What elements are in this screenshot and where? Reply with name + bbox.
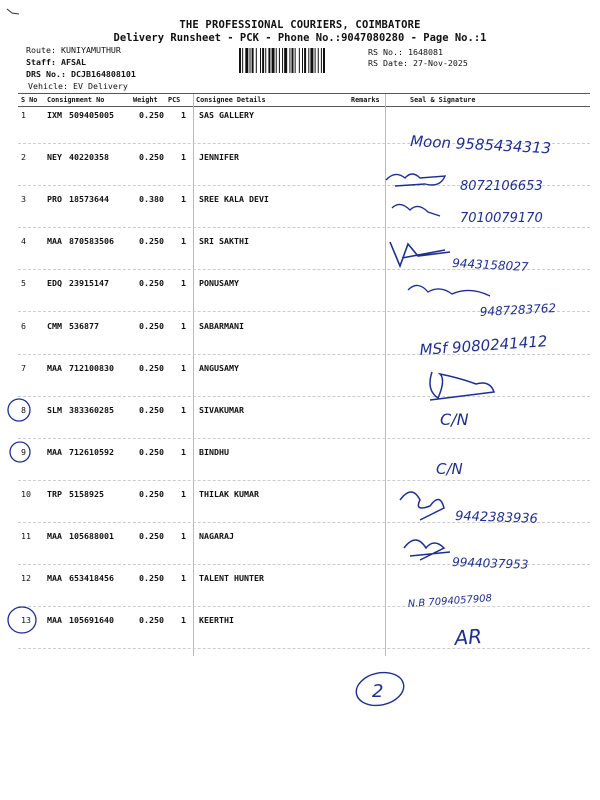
row-pcs: 1 bbox=[181, 362, 186, 373]
row-pcs: 1 bbox=[181, 404, 186, 415]
vehicle-line: Vehicle: EV Delivery bbox=[28, 81, 128, 91]
col-sno: S No bbox=[21, 96, 38, 104]
barcode-bar bbox=[315, 48, 316, 73]
row-sno: 10 bbox=[21, 488, 31, 499]
row-consignee: TALENT HUNTER bbox=[199, 573, 264, 584]
row-separator bbox=[18, 480, 590, 481]
company-title: THE PROFESSIONAL COURIERS, COIMBATORE bbox=[179, 19, 421, 31]
row-prefix: MAA bbox=[47, 573, 62, 584]
row-separator bbox=[18, 143, 590, 144]
row-consignee: ANGUSAMY bbox=[199, 362, 239, 373]
barcode-bar bbox=[242, 48, 243, 73]
table-row bbox=[0, 321, 600, 363]
handwriting-row-10-phone: 9442383936 bbox=[454, 509, 539, 527]
row-separator bbox=[18, 354, 590, 355]
row-separator bbox=[18, 185, 590, 186]
barcode-bar bbox=[256, 48, 257, 73]
table-top-line bbox=[18, 93, 590, 94]
staff-line: Staff: AFSAL bbox=[26, 57, 86, 67]
rs-info: RS No.: 1648081 RS Date: 27-Nov-2025 bbox=[368, 47, 468, 68]
barcode-bar bbox=[250, 48, 251, 73]
row-weight: 0.250 bbox=[139, 531, 164, 541]
row-sno: 13 bbox=[21, 615, 31, 626]
table-row bbox=[0, 363, 600, 405]
barcode-bar bbox=[252, 48, 254, 73]
barcode-bar bbox=[265, 48, 266, 73]
row-pcs: 1 bbox=[181, 278, 186, 289]
rs-number: 1648081 bbox=[407, 47, 443, 57]
row-sno: 2 bbox=[21, 152, 26, 163]
handwriting-row-13: AR bbox=[453, 624, 483, 650]
barcode-bar bbox=[310, 48, 313, 73]
table-row bbox=[0, 110, 600, 152]
barcode-bar bbox=[295, 48, 296, 73]
col-remarks: Remarks bbox=[351, 96, 380, 104]
row-consignee: JENNIFER bbox=[199, 152, 239, 163]
row-prefix: MAA bbox=[47, 236, 62, 247]
row-weight: 0.250 bbox=[139, 152, 164, 163]
row-pcs: 1 bbox=[181, 110, 186, 120]
row-pcs: 1 bbox=[181, 236, 186, 247]
row-pcs: 1 bbox=[181, 194, 186, 205]
row-consignment-no: 509405005 bbox=[69, 110, 114, 120]
row-consignee: THILAK KUMAR bbox=[199, 488, 259, 499]
barcode-bar bbox=[279, 48, 280, 73]
row-separator bbox=[18, 564, 590, 565]
row-consignee: SRI SAKTHI bbox=[199, 236, 249, 247]
row-prefix: SLM bbox=[47, 404, 62, 415]
row-pcs: 1 bbox=[181, 320, 186, 331]
row-weight: 0.250 bbox=[139, 110, 164, 120]
table-row bbox=[0, 447, 600, 489]
row-consignee: SABARMANI bbox=[199, 320, 244, 331]
row-sno: 6 bbox=[21, 320, 26, 331]
table-header-line bbox=[18, 106, 590, 107]
barcode-bar bbox=[276, 48, 277, 73]
row-consignee: PONUSAMY bbox=[199, 278, 239, 289]
table-row bbox=[0, 194, 600, 236]
row-sno: 12 bbox=[21, 573, 31, 584]
row-weight: 0.380 bbox=[139, 194, 164, 205]
table-row bbox=[0, 236, 600, 278]
handwriting-row-8: C/N bbox=[440, 410, 469, 429]
row-consignee: SREE KALA DEVI bbox=[199, 194, 269, 205]
col-pcs: PCS bbox=[168, 96, 181, 104]
barcode-bar bbox=[302, 48, 303, 73]
row-weight: 0.250 bbox=[139, 236, 164, 247]
row-prefix: PRO bbox=[47, 194, 62, 205]
row-consignee: NAGARAJ bbox=[199, 531, 234, 541]
row-consignment-no: 18573644 bbox=[69, 194, 109, 205]
table-row bbox=[0, 489, 600, 531]
row-consignee: BINDHU bbox=[199, 446, 229, 457]
barcode bbox=[239, 48, 365, 73]
row-consignment-no: 105691640 bbox=[69, 615, 114, 626]
row-prefix: TRP bbox=[47, 488, 62, 499]
handwriting-row-4-phone: 9443158027 bbox=[451, 256, 529, 274]
row-weight: 0.250 bbox=[139, 320, 164, 331]
row-consignee: SIVAKUMAR bbox=[199, 404, 244, 415]
col-consignee: Consignee Details bbox=[196, 96, 266, 104]
row-pcs: 1 bbox=[181, 531, 186, 541]
row-prefix: CMM bbox=[47, 320, 62, 331]
row-separator bbox=[18, 396, 590, 397]
row-sno: 7 bbox=[21, 362, 26, 373]
row-weight: 0.250 bbox=[139, 278, 164, 289]
row-consignee: SAS GALLERY bbox=[199, 110, 254, 120]
route-line: Route: KUNIYAMUTHUR bbox=[26, 45, 121, 55]
row-weight: 0.250 bbox=[139, 573, 164, 584]
barcode-bar bbox=[268, 48, 270, 73]
drs-line: DRS No.: DCJB164808101 bbox=[26, 69, 136, 79]
runsheet-title: Delivery Runsheet - PCK - Phone No.:9047080280 - Page No.:1 bbox=[113, 32, 487, 44]
barcode-bar bbox=[292, 48, 294, 73]
row-separator bbox=[18, 269, 590, 270]
col-consignment: Consignment No bbox=[47, 96, 105, 104]
barcode-bar bbox=[299, 48, 300, 73]
row-consignment-no: 105688001 bbox=[69, 531, 114, 541]
row-consignment-no: 536877 bbox=[69, 320, 99, 331]
handwriting-row-5-phone: 9487283762 bbox=[479, 301, 557, 319]
barcode-bar bbox=[318, 48, 319, 73]
barcode-bar bbox=[272, 48, 275, 73]
barcode-bar bbox=[323, 48, 325, 73]
table-row bbox=[0, 615, 600, 657]
handwriting-row-11-phone: 9944037953 bbox=[451, 555, 529, 572]
barcode-bar bbox=[289, 48, 290, 73]
table-row bbox=[0, 405, 600, 447]
barcode-bar bbox=[308, 48, 309, 73]
row-weight: 0.250 bbox=[139, 446, 164, 457]
rs-date: 27-Nov-2025 bbox=[412, 58, 468, 68]
row-pcs: 1 bbox=[181, 488, 186, 499]
row-consignment-no: 383360285 bbox=[69, 404, 114, 415]
col-seal: Seal & Signature bbox=[410, 96, 476, 104]
row-separator bbox=[18, 606, 590, 607]
barcode-bar bbox=[304, 48, 306, 73]
row-sno: 11 bbox=[21, 531, 31, 541]
row-separator bbox=[18, 227, 590, 228]
row-weight: 0.250 bbox=[139, 488, 164, 499]
vehicle-value: EV Delivery bbox=[72, 81, 128, 91]
barcode-bar bbox=[245, 48, 248, 73]
table-row bbox=[0, 152, 600, 194]
barcode-bar bbox=[239, 48, 241, 73]
row-sno: 1 bbox=[21, 110, 26, 120]
table-row bbox=[0, 278, 600, 320]
row-pcs: 1 bbox=[181, 446, 186, 457]
row-consignment-no: 712100830 bbox=[69, 362, 114, 373]
table-header bbox=[0, 96, 600, 106]
row-prefix: MAA bbox=[47, 362, 62, 373]
row-weight: 0.250 bbox=[139, 362, 164, 373]
row-sno: 5 bbox=[21, 278, 26, 289]
row-separator bbox=[18, 438, 590, 439]
staff-value: AFSAL bbox=[60, 57, 86, 67]
row-separator bbox=[18, 522, 590, 523]
row-consignment-no: 712610592 bbox=[69, 446, 114, 457]
handwriting-row-3-phone: 7010079170 bbox=[460, 211, 543, 226]
table-row bbox=[0, 573, 600, 615]
barcode-bar bbox=[321, 48, 322, 73]
row-prefix: MAA bbox=[47, 446, 62, 457]
row-consignment-no: 5158925 bbox=[69, 488, 104, 499]
table-row bbox=[0, 531, 600, 573]
barcode-bar bbox=[282, 48, 283, 73]
barcode-bar bbox=[260, 48, 261, 73]
row-consignment-no: 23915147 bbox=[69, 278, 109, 289]
row-consignment-no: 40220358 bbox=[69, 152, 109, 163]
row-sno: 9 bbox=[21, 446, 26, 457]
handwriting-row-1: Moon 9585434313 bbox=[409, 132, 552, 158]
handwriting-row-12: N.B 7094057908 bbox=[407, 593, 493, 610]
row-consignment-no: 653418456 bbox=[69, 573, 114, 584]
handwriting-row-6: MSf 9080241412 bbox=[419, 332, 548, 359]
row-separator bbox=[18, 311, 590, 312]
row-consignee: KEERTHI bbox=[199, 615, 234, 626]
drs-value: DCJB164808101 bbox=[70, 69, 136, 79]
row-pcs: 1 bbox=[181, 573, 186, 584]
row-pcs: 1 bbox=[181, 152, 186, 163]
row-sno: 8 bbox=[21, 404, 26, 415]
row-sno: 3 bbox=[21, 194, 26, 205]
row-prefix: EDQ bbox=[47, 278, 62, 289]
row-prefix: MAA bbox=[47, 615, 62, 626]
row-prefix: NEY bbox=[47, 152, 62, 163]
row-prefix: IXM bbox=[47, 110, 62, 120]
handwritten-page-number: 2 bbox=[372, 681, 384, 702]
barcode-bar bbox=[284, 48, 287, 73]
page-number-circle bbox=[353, 668, 407, 709]
corner-mark-icon bbox=[6, 8, 20, 16]
handwriting-row-2-phone: 8072106653 bbox=[460, 179, 543, 194]
barcode-bar bbox=[262, 48, 264, 73]
row-separator bbox=[18, 648, 590, 649]
row-sno: 4 bbox=[21, 236, 26, 247]
col-weight: Weight bbox=[133, 96, 158, 104]
route-value: KUNIYAMUTHUR bbox=[60, 45, 121, 55]
row-consignment-no: 870583506 bbox=[69, 236, 114, 247]
row-pcs: 1 bbox=[181, 615, 186, 626]
row-weight: 0.250 bbox=[139, 615, 164, 626]
row-weight: 0.250 bbox=[139, 404, 164, 415]
row-prefix: MAA bbox=[47, 531, 62, 541]
handwriting-row-9: C/N bbox=[436, 460, 463, 478]
